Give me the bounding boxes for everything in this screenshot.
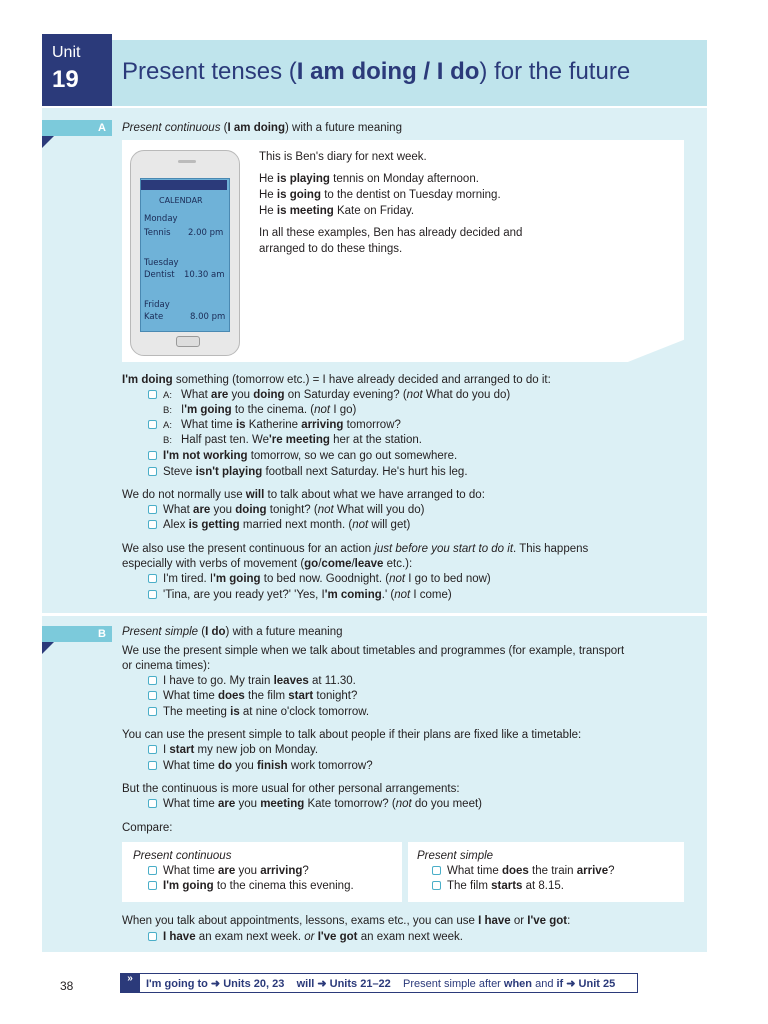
- example-line: B: Half past ten. We're meeting her at the station.: [163, 434, 422, 446]
- example-line: B: I'm going to the cinema. (not I go): [163, 404, 357, 416]
- checkbox-icon: [148, 676, 157, 685]
- compare-label: Compare:: [122, 822, 173, 834]
- diary-example-2: He is going to the dentist on Tuesday morning.: [259, 189, 501, 201]
- compare-left-heading: Present continuous: [133, 850, 232, 862]
- checkbox-icon: [148, 574, 157, 583]
- diary-note-2: arranged to do these things.: [259, 243, 403, 255]
- rule-im-doing: I'm doing something (tomorrow etc.) = I have already decided and arranged to do it:: [122, 374, 551, 386]
- checkbox-icon: [148, 881, 157, 890]
- checkbox-icon: [148, 932, 157, 941]
- cross-references[interactable]: I'm going to ➜ Units 20, 23 will ➜ Units 21–22 Present simple after when and if ➜ Unit 25: [146, 978, 616, 990]
- phone-tennis: Tennis: [144, 228, 171, 238]
- example-line: The meeting is at nine o'clock tomorrow.: [148, 705, 369, 719]
- checkbox-icon: [148, 390, 157, 399]
- example-line: The film starts at 8.15.: [432, 879, 564, 893]
- rule-timetables: We use the present simple when we talk about timetables and programmes (for example, transport: [122, 645, 625, 657]
- checkbox-icon: [148, 520, 157, 529]
- example-line: 'Tina, are you ready yet?' 'Yes, I'm coming.' (not I come): [148, 588, 452, 602]
- example-line: Alex is getting married next month. (not will get): [148, 518, 410, 532]
- compare-right-heading: Present simple: [417, 850, 494, 862]
- page-number: 38: [60, 979, 74, 993]
- phone-monday: Monday: [144, 214, 178, 224]
- example-line: A: What are you doing on Saturday evening? (not What do you do): [148, 388, 510, 403]
- rule-continuous-usual: But the continuous is more usual for other personal arrangements:: [122, 783, 460, 795]
- example-line: I'm tired. I'm going to bed now. Goodnight. (not I go to bed now): [148, 572, 491, 586]
- tab-corner: [42, 642, 54, 654]
- rule-people: You can use the present simple to talk about people if their plans are fixed like a timetable:: [122, 729, 582, 741]
- checkbox-icon: [148, 761, 157, 770]
- example-line: What time do you finish work tomorrow?: [148, 759, 373, 773]
- checkbox-icon: [148, 707, 157, 716]
- example-line: A: What time is Katherine arriving tomorrow?: [148, 418, 401, 433]
- checkbox-icon: [148, 590, 157, 599]
- phone-speaker: [178, 160, 196, 163]
- rule-appointments: When you talk about appointments, lessons, exams etc., you can use I have or I've got:: [122, 915, 571, 927]
- tab-corner: [42, 136, 54, 148]
- phone-dentist-time: 10.30 am: [184, 270, 225, 280]
- phone-kate: Kate: [144, 312, 164, 322]
- checkbox-icon: [148, 467, 157, 476]
- diary-note-1: In all these examples, Ben has already decided and: [259, 227, 523, 239]
- checkbox-icon: [148, 691, 157, 700]
- example-line: I'm going to the cinema this evening.: [148, 879, 354, 893]
- page-title: Present tenses (I am doing / I do) for the future: [122, 58, 631, 85]
- checkbox-icon: [148, 866, 157, 875]
- checkbox-icon: [148, 799, 157, 808]
- rule-will: We do not normally use will to talk about what we have arranged to do:: [122, 489, 485, 501]
- checkbox-icon: [148, 420, 157, 429]
- phone-tennis-time: 2.00 pm: [188, 228, 224, 238]
- section-b-tab: B: [42, 626, 112, 642]
- section-b-heading: Present simple (I do) with a future meaning: [122, 626, 343, 638]
- unit-badge: [42, 34, 112, 106]
- phone-tuesday: Tuesday: [144, 258, 179, 268]
- unit-number: 19: [52, 66, 79, 93]
- example-line: What are you doing tonight? (not What will you do): [148, 503, 424, 517]
- rule-movement: We also use the present continuous for an action just before you start to do it. This happens: [122, 543, 589, 555]
- double-chevron-icon: »: [120, 973, 140, 993]
- phone-kate-time: 8.00 pm: [190, 312, 226, 322]
- checkbox-icon: [148, 451, 157, 460]
- phone-home-button: [176, 336, 200, 347]
- example-line: I have an exam next week. or I've got an exam next week.: [148, 930, 463, 944]
- calendar-title: CALENDAR: [159, 196, 203, 205]
- example-line: What time does the film start tonight?: [148, 689, 357, 703]
- unit-label: Unit: [52, 44, 81, 61]
- diary-example-3: He is meeting Kate on Friday.: [259, 205, 415, 217]
- checkbox-icon: [432, 866, 441, 875]
- diary-intro: This is Ben's diary for next week.: [259, 151, 427, 163]
- checkbox-icon: [148, 745, 157, 754]
- example-line: I have to go. My train leaves at 11.30.: [148, 674, 356, 688]
- example-line: What time are you meeting Kate tomorrow? (not do you meet): [148, 797, 482, 811]
- example-line: What time does the train arrive?: [432, 864, 615, 878]
- example-line: What time are you arriving?: [148, 864, 309, 878]
- rule-movement-2: especially with verbs of movement (go/come/leave etc.):: [122, 558, 413, 570]
- example-line: Steve isn't playing football next Saturday. He's hurt his leg.: [148, 465, 468, 479]
- calendar-header: [141, 180, 227, 190]
- section-a-heading: Present continuous (I am doing) with a future meaning: [122, 122, 402, 134]
- section-a-tab: A: [42, 120, 112, 136]
- phone-dentist: Dentist: [144, 270, 175, 280]
- title-bar: [112, 40, 707, 106]
- checkbox-icon: [432, 881, 441, 890]
- checkbox-icon: [148, 505, 157, 514]
- example-line: I'm not working tomorrow, so we can go out somewhere.: [148, 449, 457, 463]
- rule-timetables-2: or cinema times):: [122, 660, 211, 672]
- phone-friday: Friday: [144, 300, 170, 310]
- example-line: I start my new job on Monday.: [148, 743, 318, 757]
- diary-example-1: He is playing tennis on Monday afternoon.: [259, 173, 479, 185]
